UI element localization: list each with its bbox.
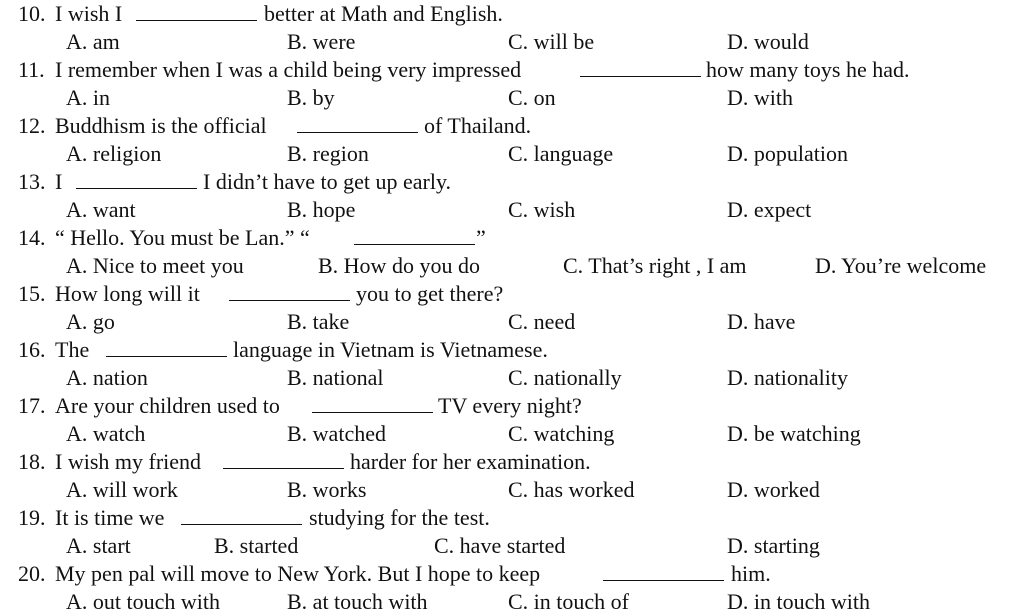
option-c: C. has worked bbox=[508, 477, 635, 502]
option-d: D. worked bbox=[727, 477, 820, 502]
option-a: A. Nice to meet you bbox=[66, 253, 244, 278]
option-b: B. national bbox=[287, 365, 384, 390]
options-row bbox=[0, 420, 1024, 448]
option-d: D. be watching bbox=[727, 421, 861, 446]
question-stem-before: Buddhism is the official bbox=[55, 113, 267, 138]
answer-blank bbox=[229, 280, 350, 308]
option-a: A. religion bbox=[66, 141, 162, 166]
option-a: A. want bbox=[66, 197, 136, 222]
question-number: 17. bbox=[18, 393, 46, 418]
question-19 bbox=[0, 504, 1024, 532]
option-b: B. take bbox=[287, 309, 350, 334]
question-stem-before: I bbox=[55, 169, 63, 194]
question-stem-after: ” bbox=[476, 225, 486, 250]
option-d: D. in touch with bbox=[727, 589, 870, 614]
question-18 bbox=[0, 448, 1024, 476]
answer-blank bbox=[580, 56, 701, 84]
option-d: D. starting bbox=[727, 533, 820, 558]
option-a: A. nation bbox=[66, 365, 148, 390]
options-row bbox=[0, 140, 1024, 168]
question-number: 16. bbox=[18, 337, 46, 362]
options-row bbox=[0, 252, 1024, 280]
question-stem-before: Are your children used to bbox=[55, 393, 280, 418]
option-a: A. start bbox=[66, 533, 131, 558]
question-11 bbox=[0, 56, 1024, 84]
question-number: 14. bbox=[18, 225, 46, 250]
question-number: 20. bbox=[18, 561, 46, 586]
options-row bbox=[0, 532, 1024, 560]
question-number: 15. bbox=[18, 281, 46, 306]
option-d: D. You’re welcome bbox=[815, 253, 987, 278]
option-c: C. in touch of bbox=[508, 589, 629, 614]
question-stem-after: harder for her examination. bbox=[350, 449, 591, 474]
question-stem-before: The bbox=[55, 337, 90, 362]
answer-blank bbox=[106, 336, 227, 364]
options-row bbox=[0, 364, 1024, 392]
question-17 bbox=[0, 392, 1024, 420]
question-stem-before: I wish my friend bbox=[55, 449, 202, 474]
option-b: B. works bbox=[287, 477, 367, 502]
question-13 bbox=[0, 168, 1024, 196]
answer-blank bbox=[136, 0, 257, 28]
option-c: C. wish bbox=[508, 197, 576, 222]
option-a: A. am bbox=[66, 29, 120, 54]
option-a: A. out touch with bbox=[66, 589, 220, 614]
question-20 bbox=[0, 560, 1024, 588]
answer-blank bbox=[603, 560, 724, 588]
option-a: A. will work bbox=[66, 477, 178, 502]
option-b: B. started bbox=[214, 533, 299, 558]
question-number: 11. bbox=[18, 57, 45, 82]
option-c: C. have started bbox=[434, 533, 566, 558]
question-number: 12. bbox=[18, 113, 46, 138]
question-stem-before: I wish I bbox=[55, 1, 123, 26]
question-number: 18. bbox=[18, 449, 46, 474]
question-16 bbox=[0, 336, 1024, 364]
question-stem-after: studying for the test. bbox=[309, 505, 490, 530]
question-stem-after: of Thailand. bbox=[424, 113, 532, 138]
answer-blank bbox=[354, 224, 475, 252]
option-c: C. That’s right , I am bbox=[563, 253, 747, 278]
option-a: A. go bbox=[66, 309, 115, 334]
answer-blank bbox=[312, 392, 433, 420]
option-c: C. nationally bbox=[508, 365, 622, 390]
question-stem-after: you to get there? bbox=[356, 281, 504, 306]
question-stem-before: It is time we bbox=[55, 505, 165, 530]
option-d: D. population bbox=[727, 141, 848, 166]
question-number: 19. bbox=[18, 505, 46, 530]
options-row bbox=[0, 588, 1024, 616]
question-12 bbox=[0, 112, 1024, 140]
option-c: C. will be bbox=[508, 29, 595, 54]
option-a: A. watch bbox=[66, 421, 146, 446]
question-stem-after: I didn’t have to get up early. bbox=[203, 169, 452, 194]
option-c: C. watching bbox=[508, 421, 615, 446]
question-stem-before: How long will it bbox=[55, 281, 200, 306]
answer-blank bbox=[223, 448, 344, 476]
options-row bbox=[0, 28, 1024, 56]
question-stem-after: TV every night? bbox=[438, 393, 582, 418]
question-stem-after: him. bbox=[731, 561, 771, 586]
question-stem-after: how many toys he had. bbox=[706, 57, 910, 82]
option-b: B. watched bbox=[287, 421, 386, 446]
question-stem-before: I remember when I was a child being very impressed bbox=[55, 57, 522, 82]
options-row bbox=[0, 196, 1024, 224]
options-row bbox=[0, 308, 1024, 336]
option-b: B. How do you do bbox=[318, 253, 480, 278]
question-14 bbox=[0, 224, 1024, 252]
question-number: 13. bbox=[18, 169, 46, 194]
option-d: D. would bbox=[727, 29, 809, 54]
option-c: C. language bbox=[508, 141, 614, 166]
option-c: C. on bbox=[508, 85, 556, 110]
option-b: B. by bbox=[287, 85, 335, 110]
option-d: D. nationality bbox=[727, 365, 848, 390]
option-d: D. have bbox=[727, 309, 796, 334]
question-15 bbox=[0, 280, 1024, 308]
option-b: B. were bbox=[287, 29, 356, 54]
options-row bbox=[0, 476, 1024, 504]
option-c: C. need bbox=[508, 309, 576, 334]
option-d: D. expect bbox=[727, 197, 812, 222]
question-stem-after: better at Math and English. bbox=[264, 1, 503, 26]
option-b: B. hope bbox=[287, 197, 356, 222]
question-stem-after: language in Vietnam is Vietnamese. bbox=[233, 337, 548, 362]
option-a: A. in bbox=[66, 85, 110, 110]
option-b: B. at touch with bbox=[287, 589, 428, 614]
answer-blank bbox=[76, 168, 197, 196]
options-row bbox=[0, 84, 1024, 112]
answer-blank bbox=[181, 504, 302, 532]
option-d: D. with bbox=[727, 85, 793, 110]
answer-blank bbox=[297, 112, 418, 140]
question-10 bbox=[0, 0, 1024, 28]
question-stem-before: My pen pal will move to New York. But I hope to keep bbox=[55, 561, 541, 586]
question-stem-before: “ Hello. You must be Lan.” “ bbox=[55, 225, 310, 250]
question-number: 10. bbox=[18, 1, 46, 26]
option-b: B. region bbox=[287, 141, 369, 166]
